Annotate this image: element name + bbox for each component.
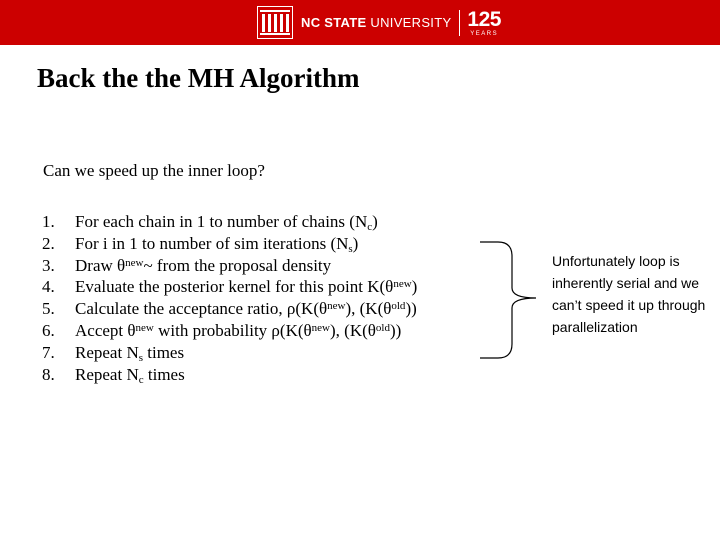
algorithm-steps	[42, 211, 417, 385]
list-item	[42, 320, 417, 342]
step-number: 8.	[42, 364, 55, 384]
list-item	[42, 364, 417, 386]
step-number: 3.	[42, 255, 55, 275]
question-text: Can we speed up the inner loop?	[43, 161, 265, 180]
step-text: For each chain in 1 to number of chains $(N_c)$	[75, 212, 378, 233]
step-text: Calculate the acceptance ratio, $\rho(K(\theta^{new})$, $(K(\theta^{old}))$	[75, 299, 417, 319]
list-item	[42, 233, 417, 255]
step-text: Evaluate the posterior kernel for this point $K(\theta^{new})$	[75, 277, 418, 297]
note-text: Unfortunately loop is inherently serial and we can’t speed it up through parallelization	[552, 253, 706, 335]
step-text: Repeat $N_c$ times	[75, 364, 185, 386]
step-text: For i in 1 to number of sim iterations $(N_s)$	[75, 233, 359, 255]
university-building-icon	[257, 6, 293, 39]
step-number: 5.	[42, 299, 55, 319]
right-brace	[478, 240, 538, 360]
step-number: 7.	[42, 342, 55, 362]
anniversary-label: YEARS	[470, 30, 499, 37]
step-number: 1.	[42, 212, 55, 231]
step-text: Draw $\theta^{new}\sim$ from the proposal density	[75, 255, 332, 275]
header-bar	[0, 0, 720, 45]
anniversary-badge	[467, 9, 501, 37]
step-number: 4.	[42, 277, 55, 297]
list-item	[42, 298, 417, 320]
university-name: NC STATE UNIVERSITY	[301, 15, 452, 30]
slide-title: Back the the MH Algorithm	[37, 63, 360, 93]
step-number: 6.	[42, 320, 55, 340]
list-item	[42, 211, 417, 233]
logo-divider	[459, 10, 460, 36]
university-logo[interactable]	[257, 6, 501, 39]
anniversary-number: 125	[467, 7, 501, 31]
step-text: Accept $\theta^{new}$ with probability $\rho(K(\theta^{new})$, $(K(\theta^{old}))$	[75, 320, 402, 340]
list-item	[42, 276, 417, 298]
list-item	[42, 255, 417, 277]
step-number: 2.	[42, 233, 55, 253]
step-text: Repeat $N_s$ times	[75, 342, 185, 364]
list-item	[42, 342, 417, 364]
